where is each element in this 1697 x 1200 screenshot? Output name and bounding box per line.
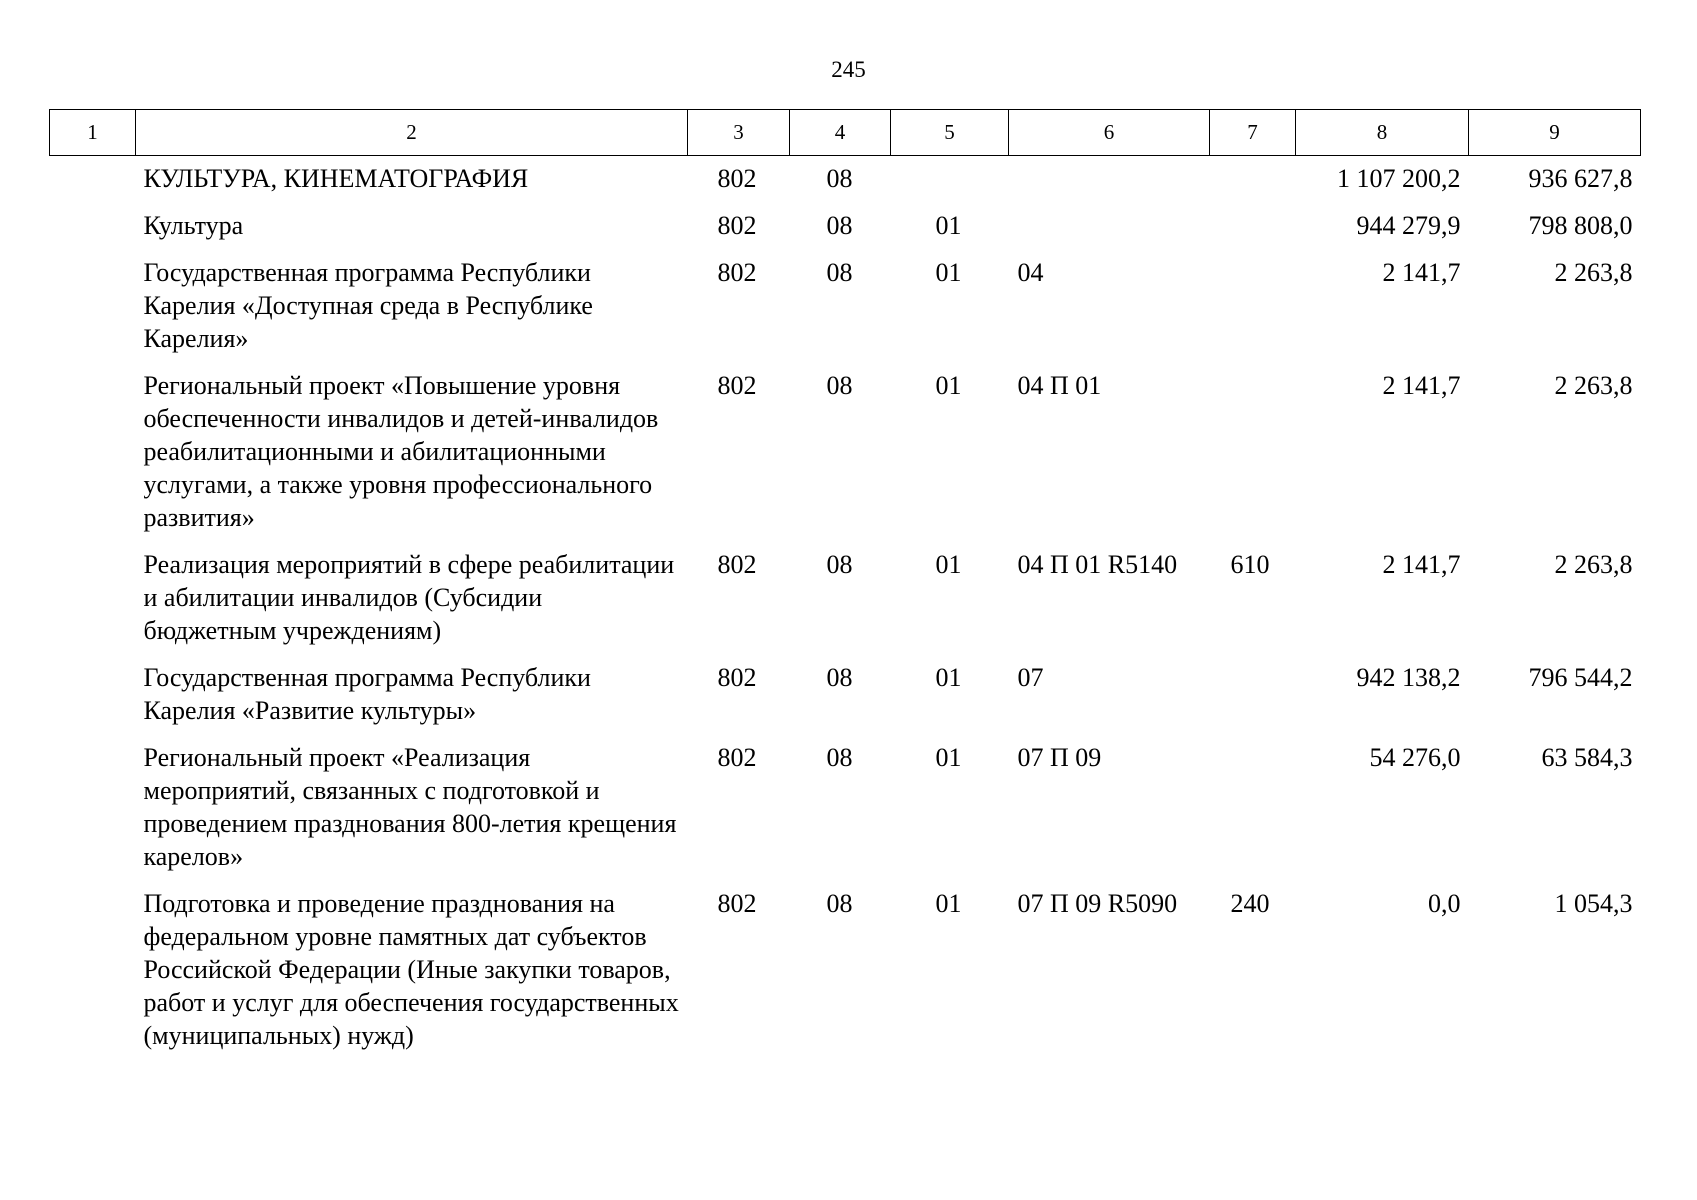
row-sum-2: 63 584,3 xyxy=(1541,743,1633,772)
row-subsection: 01 xyxy=(935,211,962,240)
row-sum-1: 2 141,7 xyxy=(1382,371,1461,400)
column-header-9: 9 xyxy=(1469,110,1641,156)
row-section: 08 xyxy=(826,663,853,692)
row-code: 802 xyxy=(717,371,757,400)
row-target-article: 04 xyxy=(1017,258,1044,287)
row-name: Реализация мероприятий в сфере реабилитации и абилитации инвалидов (Субсидии бюджетным учреждениям) xyxy=(143,550,675,645)
row-expense-type: 240 xyxy=(1230,889,1270,918)
row-sum-2: 936 627,8 xyxy=(1528,164,1633,193)
row-target-article xyxy=(1009,203,1210,250)
row-name: Подготовка и проведение празднования на федеральном уровне памятных дат субъектов Российской Федерации (Иные закупки товаров, работ и услуг для обеспечения государственных (муниципальных) нужд) xyxy=(143,889,679,1050)
row-sum-1: 944 279,9 xyxy=(1356,211,1461,240)
row-code: 802 xyxy=(717,550,757,579)
row-subsection: 01 xyxy=(935,371,962,400)
table-row xyxy=(50,735,1641,881)
row-code: 802 xyxy=(717,743,757,772)
table-row xyxy=(50,542,1641,655)
budget-table xyxy=(49,109,1641,1060)
column-header-1: 1 xyxy=(50,110,136,156)
row-index-cell xyxy=(50,881,136,1060)
table-row xyxy=(50,363,1641,542)
row-section: 08 xyxy=(826,371,853,400)
row-index-cell xyxy=(50,363,136,542)
row-code: 802 xyxy=(717,211,757,240)
row-code: 802 xyxy=(717,889,757,918)
column-header-2: 2 xyxy=(136,110,688,156)
row-index-cell xyxy=(50,735,136,881)
row-name: Культура xyxy=(143,211,244,240)
column-header-5: 5 xyxy=(891,110,1009,156)
row-name: Государственная программа Республики Карелия «Доступная среда в Республике Карелия» xyxy=(143,258,593,353)
row-name: Региональный проект «Повышение уровня обеспеченности инвалидов и детей-инвалидов реабилитационными и абилитационными услугами, а также уровня профессионального развития» xyxy=(143,371,659,532)
row-sum-2: 2 263,8 xyxy=(1554,258,1633,287)
row-subsection: 01 xyxy=(935,258,962,287)
row-sum-1: 1 107 200,2 xyxy=(1337,164,1461,193)
row-expense-type xyxy=(1210,250,1296,363)
column-header-6: 6 xyxy=(1009,110,1210,156)
row-sum-1: 0,0 xyxy=(1428,889,1461,918)
header-row xyxy=(50,110,1641,156)
row-index-cell xyxy=(50,156,136,204)
row-index-cell xyxy=(50,250,136,363)
row-expense-type xyxy=(1210,655,1296,735)
column-header-3: 3 xyxy=(688,110,790,156)
row-sum-1: 942 138,2 xyxy=(1356,663,1461,692)
row-code: 802 xyxy=(717,258,757,287)
row-target-article: 04 П 01 xyxy=(1017,371,1102,400)
page-number: 245 xyxy=(831,57,866,82)
row-section: 08 xyxy=(826,550,853,579)
row-sum-2: 2 263,8 xyxy=(1554,371,1633,400)
row-target-article: 07 П 09 xyxy=(1017,743,1102,772)
row-target-article: 07 xyxy=(1017,663,1044,692)
row-index-cell xyxy=(50,655,136,735)
row-name: Региональный проект «Реализация мероприятий, связанных с подготовкой и проведением празднования 800-летия крещения карелов» xyxy=(143,743,677,871)
row-target-article xyxy=(1009,156,1210,204)
row-sum-2: 1 054,3 xyxy=(1554,889,1633,918)
column-header-7: 7 xyxy=(1210,110,1296,156)
row-code: 802 xyxy=(717,164,757,193)
table-header xyxy=(50,110,1641,156)
table-body xyxy=(50,156,1641,1061)
row-section: 08 xyxy=(826,258,853,287)
row-section: 08 xyxy=(826,889,853,918)
row-expense-type xyxy=(1210,735,1296,881)
row-subsection: 01 xyxy=(935,663,962,692)
row-name: КУЛЬТУРА, КИНЕМАТОГРАФИЯ xyxy=(143,164,529,193)
row-sum-2: 796 544,2 xyxy=(1528,663,1633,692)
table-row xyxy=(50,881,1641,1060)
row-sum-1: 2 141,7 xyxy=(1382,258,1461,287)
row-name: Государственная программа Республики Карелия «Развитие культуры» xyxy=(143,663,591,725)
row-expense-type: 610 xyxy=(1230,550,1270,579)
row-code: 802 xyxy=(717,663,757,692)
row-section: 08 xyxy=(826,211,853,240)
row-sum-1: 54 276,0 xyxy=(1369,743,1461,772)
row-sum-2: 2 263,8 xyxy=(1554,550,1633,579)
table-row xyxy=(50,250,1641,363)
row-sum-2: 798 808,0 xyxy=(1528,211,1633,240)
row-expense-type xyxy=(1210,156,1296,204)
row-target-article: 07 П 09 R5090 xyxy=(1017,889,1178,918)
row-sum-1: 2 141,7 xyxy=(1382,550,1461,579)
row-index-cell xyxy=(50,542,136,655)
table-row xyxy=(50,203,1641,250)
row-subsection: 01 xyxy=(935,550,962,579)
row-expense-type xyxy=(1210,363,1296,542)
row-expense-type xyxy=(1210,203,1296,250)
row-section: 08 xyxy=(826,743,853,772)
row-section: 08 xyxy=(826,164,853,193)
row-subsection: 01 xyxy=(935,889,962,918)
row-target-article: 04 П 01 R5140 xyxy=(1017,550,1178,579)
column-header-8: 8 xyxy=(1296,110,1469,156)
row-index-cell xyxy=(50,203,136,250)
row-subsection xyxy=(891,156,1009,204)
table-row xyxy=(50,156,1641,204)
table-row xyxy=(50,655,1641,735)
column-header-4: 4 xyxy=(790,110,891,156)
row-subsection: 01 xyxy=(935,743,962,772)
